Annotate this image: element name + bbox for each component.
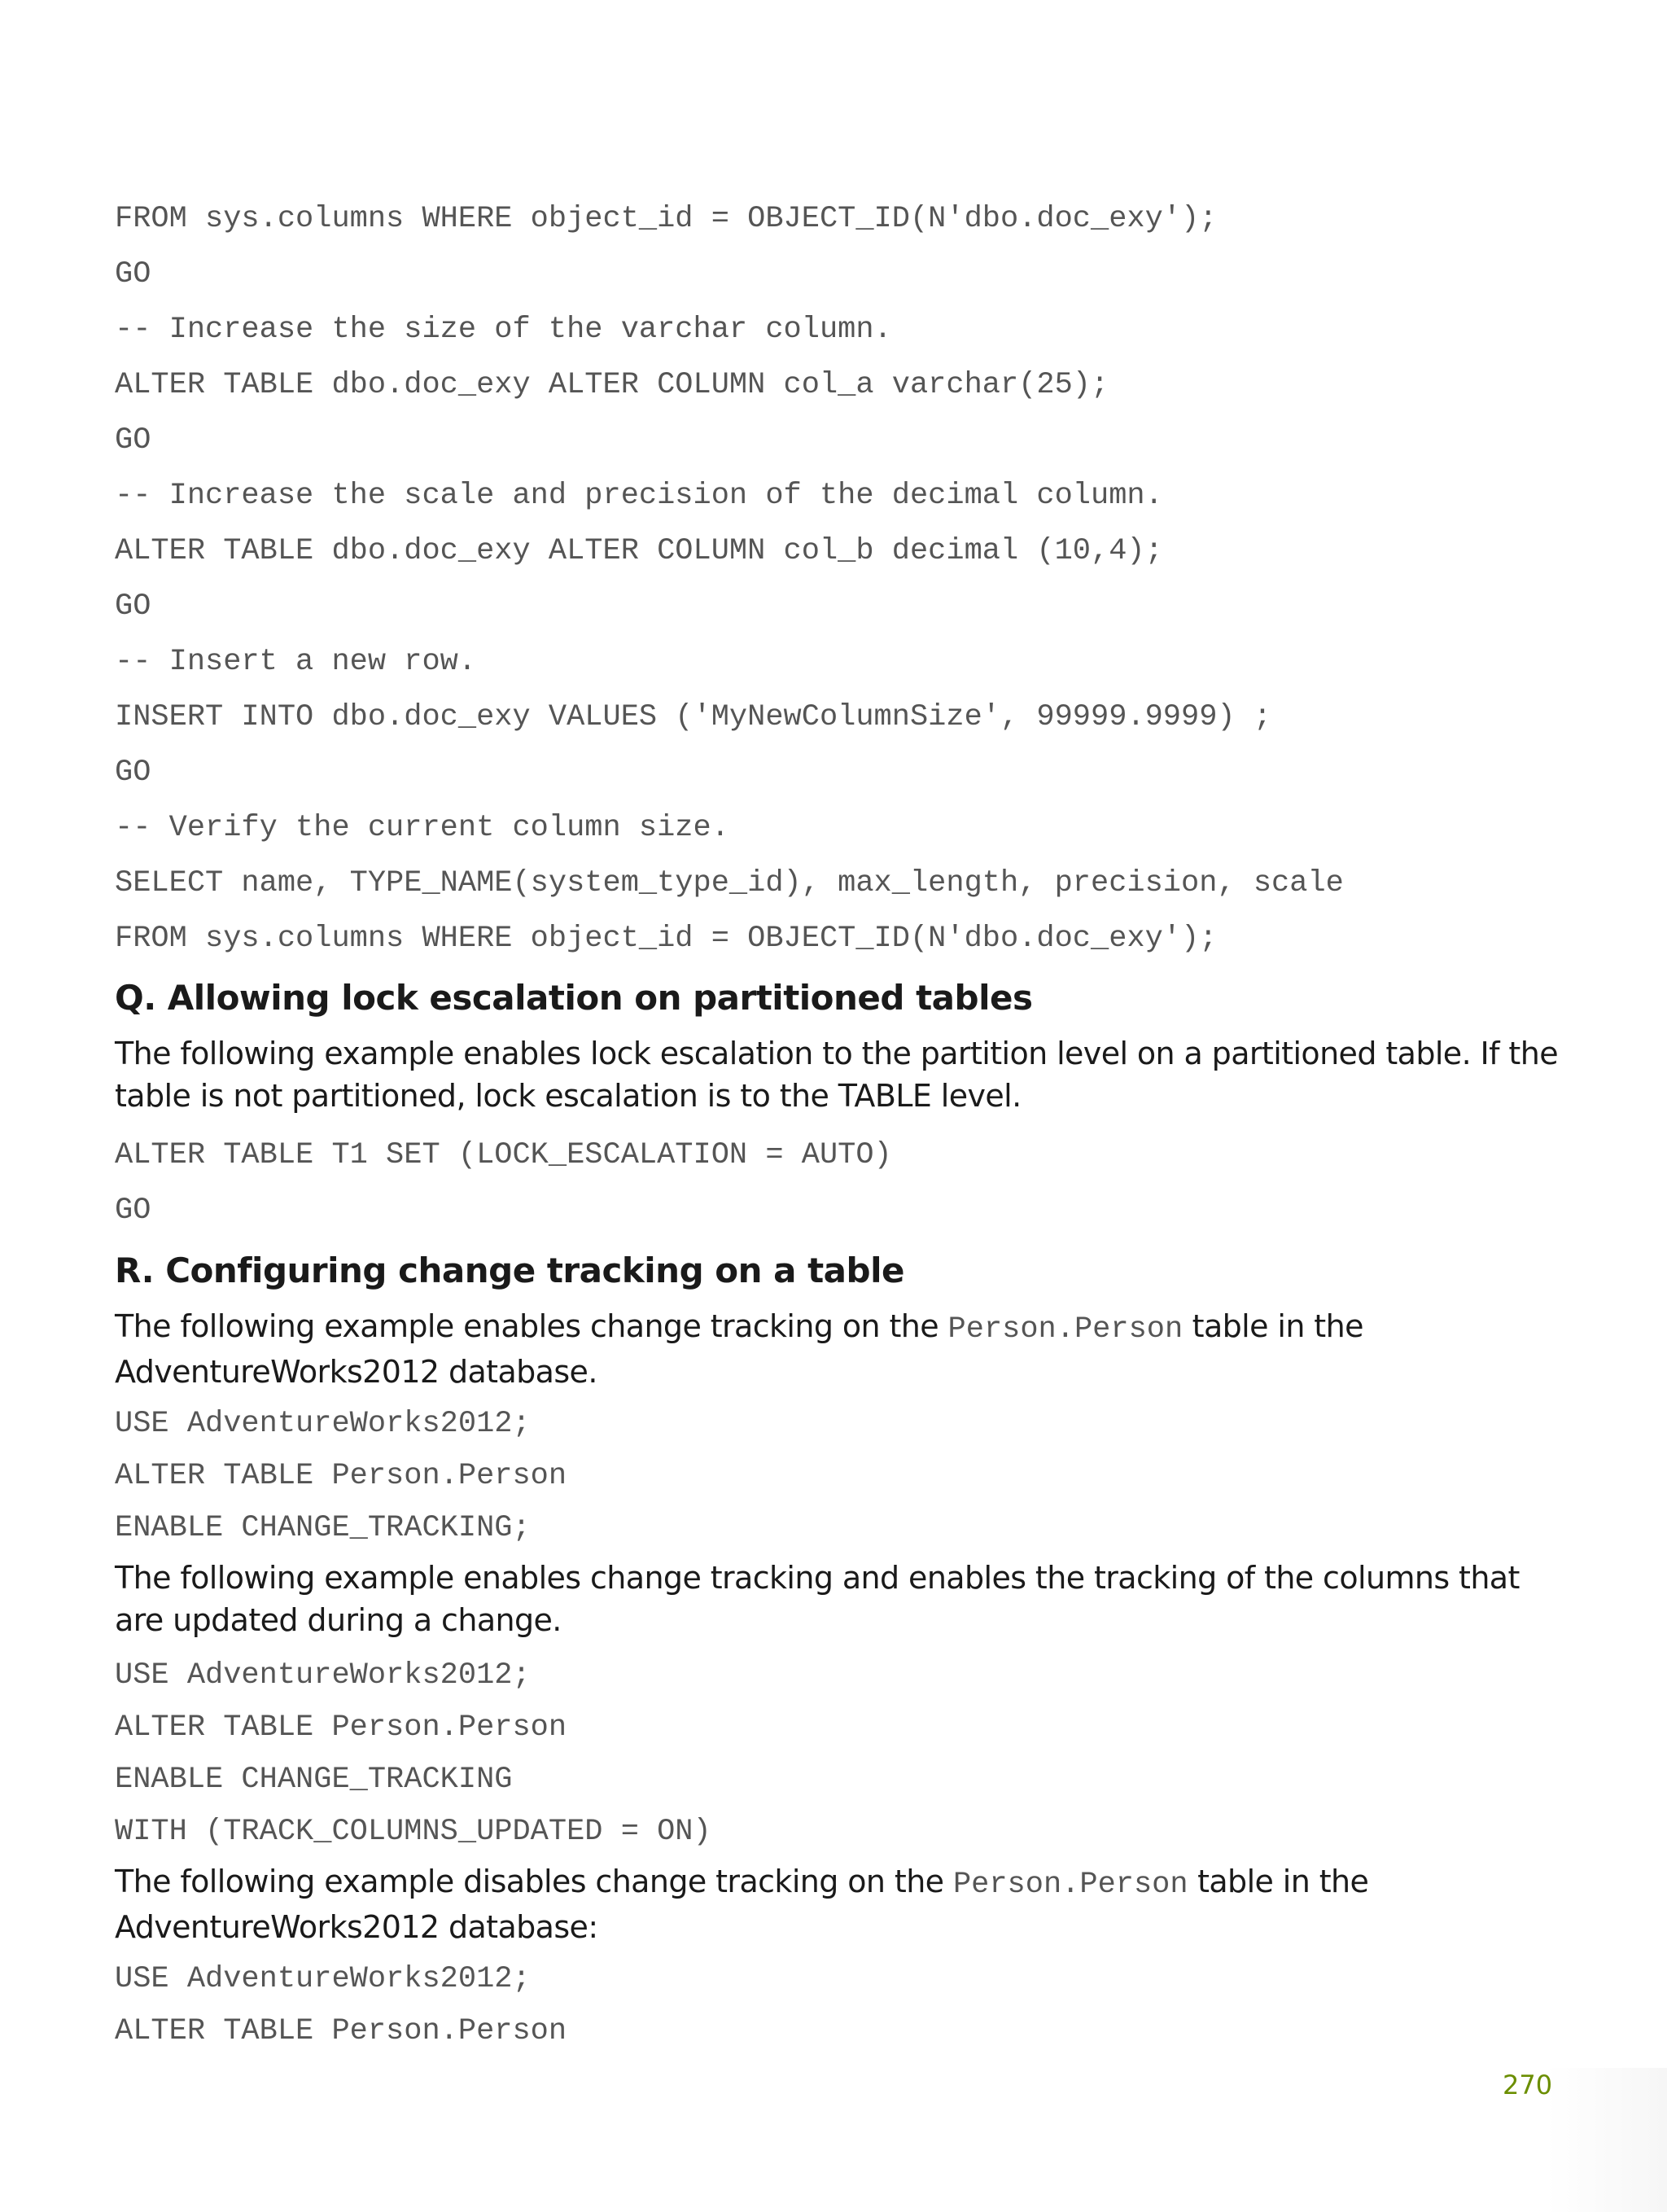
code-line: GO	[115, 257, 151, 291]
code-line: USE AdventureWorks2012;	[115, 1407, 531, 1441]
code-line: GO	[115, 423, 151, 458]
page-corner-shade	[1547, 2068, 1667, 2212]
code-line: FROM sys.columns WHERE object_id = OBJECT_ID(N'dbo.doc_exy');	[115, 202, 1218, 236]
code-line: ALTER TABLE Person.Person	[115, 1459, 567, 1493]
inline-code: Person.Person	[952, 1868, 1188, 1902]
code-line: ENABLE CHANGE_TRACKING;	[115, 1511, 531, 1545]
section-heading-r: R. Configuring change tracking on a table	[115, 1251, 904, 1290]
inline-code: Person.Person	[947, 1312, 1184, 1347]
code-comment-line: -- Increase the scale and precision of the decimal column.	[115, 479, 1163, 513]
code-line: ALTER TABLE dbo.doc_exy ALTER COLUMN col_a varchar(25);	[115, 368, 1109, 402]
section-r-paragraph-3	[115, 1860, 1564, 1948]
code-comment-line: -- Increase the size of the varchar column.	[115, 313, 892, 347]
code-line: GO	[115, 1194, 151, 1228]
paragraph-text: table in the AdventureWorks2012 database.	[115, 1308, 1363, 1390]
code-comment-line: -- Insert a new row.	[115, 645, 477, 679]
paragraph-text: The following example disables change tracking on the	[115, 1864, 953, 1899]
section-heading-q: Q. Allowing lock escalation on partitioned tables	[115, 978, 1033, 1018]
code-line: ENABLE CHANGE_TRACKING	[115, 1763, 513, 1797]
code-line: ALTER TABLE T1 SET (LOCK_ESCALATION = AUTO)	[115, 1138, 892, 1172]
section-r-paragraph-1	[115, 1305, 1564, 1393]
code-line: GO	[115, 589, 151, 624]
code-line: INSERT INTO dbo.doc_exy VALUES ('MyNewColumnSize', 99999.9999) ;	[115, 700, 1272, 734]
paragraph-text: table in the AdventureWorks2012 database:	[115, 1864, 1369, 1945]
code-comment-line: -- Verify the current column size.	[115, 811, 729, 845]
section-r-paragraph-2: The following example enables change tracking and enables the tracking of the columns that are updated during a change.	[115, 1560, 1520, 1638]
code-line: ALTER TABLE Person.Person	[115, 1710, 567, 1745]
code-line: SELECT name, TYPE_NAME(system_type_id), max_length, precision, scale	[115, 866, 1344, 900]
code-line: ALTER TABLE dbo.doc_exy ALTER COLUMN col_b decimal (10,4);	[115, 534, 1163, 568]
code-line: USE AdventureWorks2012;	[115, 1658, 531, 1693]
code-line: ALTER TABLE Person.Person	[115, 2014, 567, 2048]
code-line: GO	[115, 756, 151, 790]
paragraph-text: The following example enables change tracking on the	[115, 1308, 948, 1344]
section-q-paragraph: The following example enables lock escalation to the partition level on a partitioned table. If the table is not partitioned, lock escalation is to the TABLE level.	[115, 1036, 1558, 1114]
code-line: FROM sys.columns WHERE object_id = OBJECT_ID(N'dbo.doc_exy');	[115, 922, 1218, 956]
code-line: USE AdventureWorks2012;	[115, 1962, 531, 1996]
page-number: 270	[1503, 2070, 1553, 2100]
code-line: WITH (TRACK_COLUMNS_UPDATED = ON)	[115, 1815, 711, 1849]
